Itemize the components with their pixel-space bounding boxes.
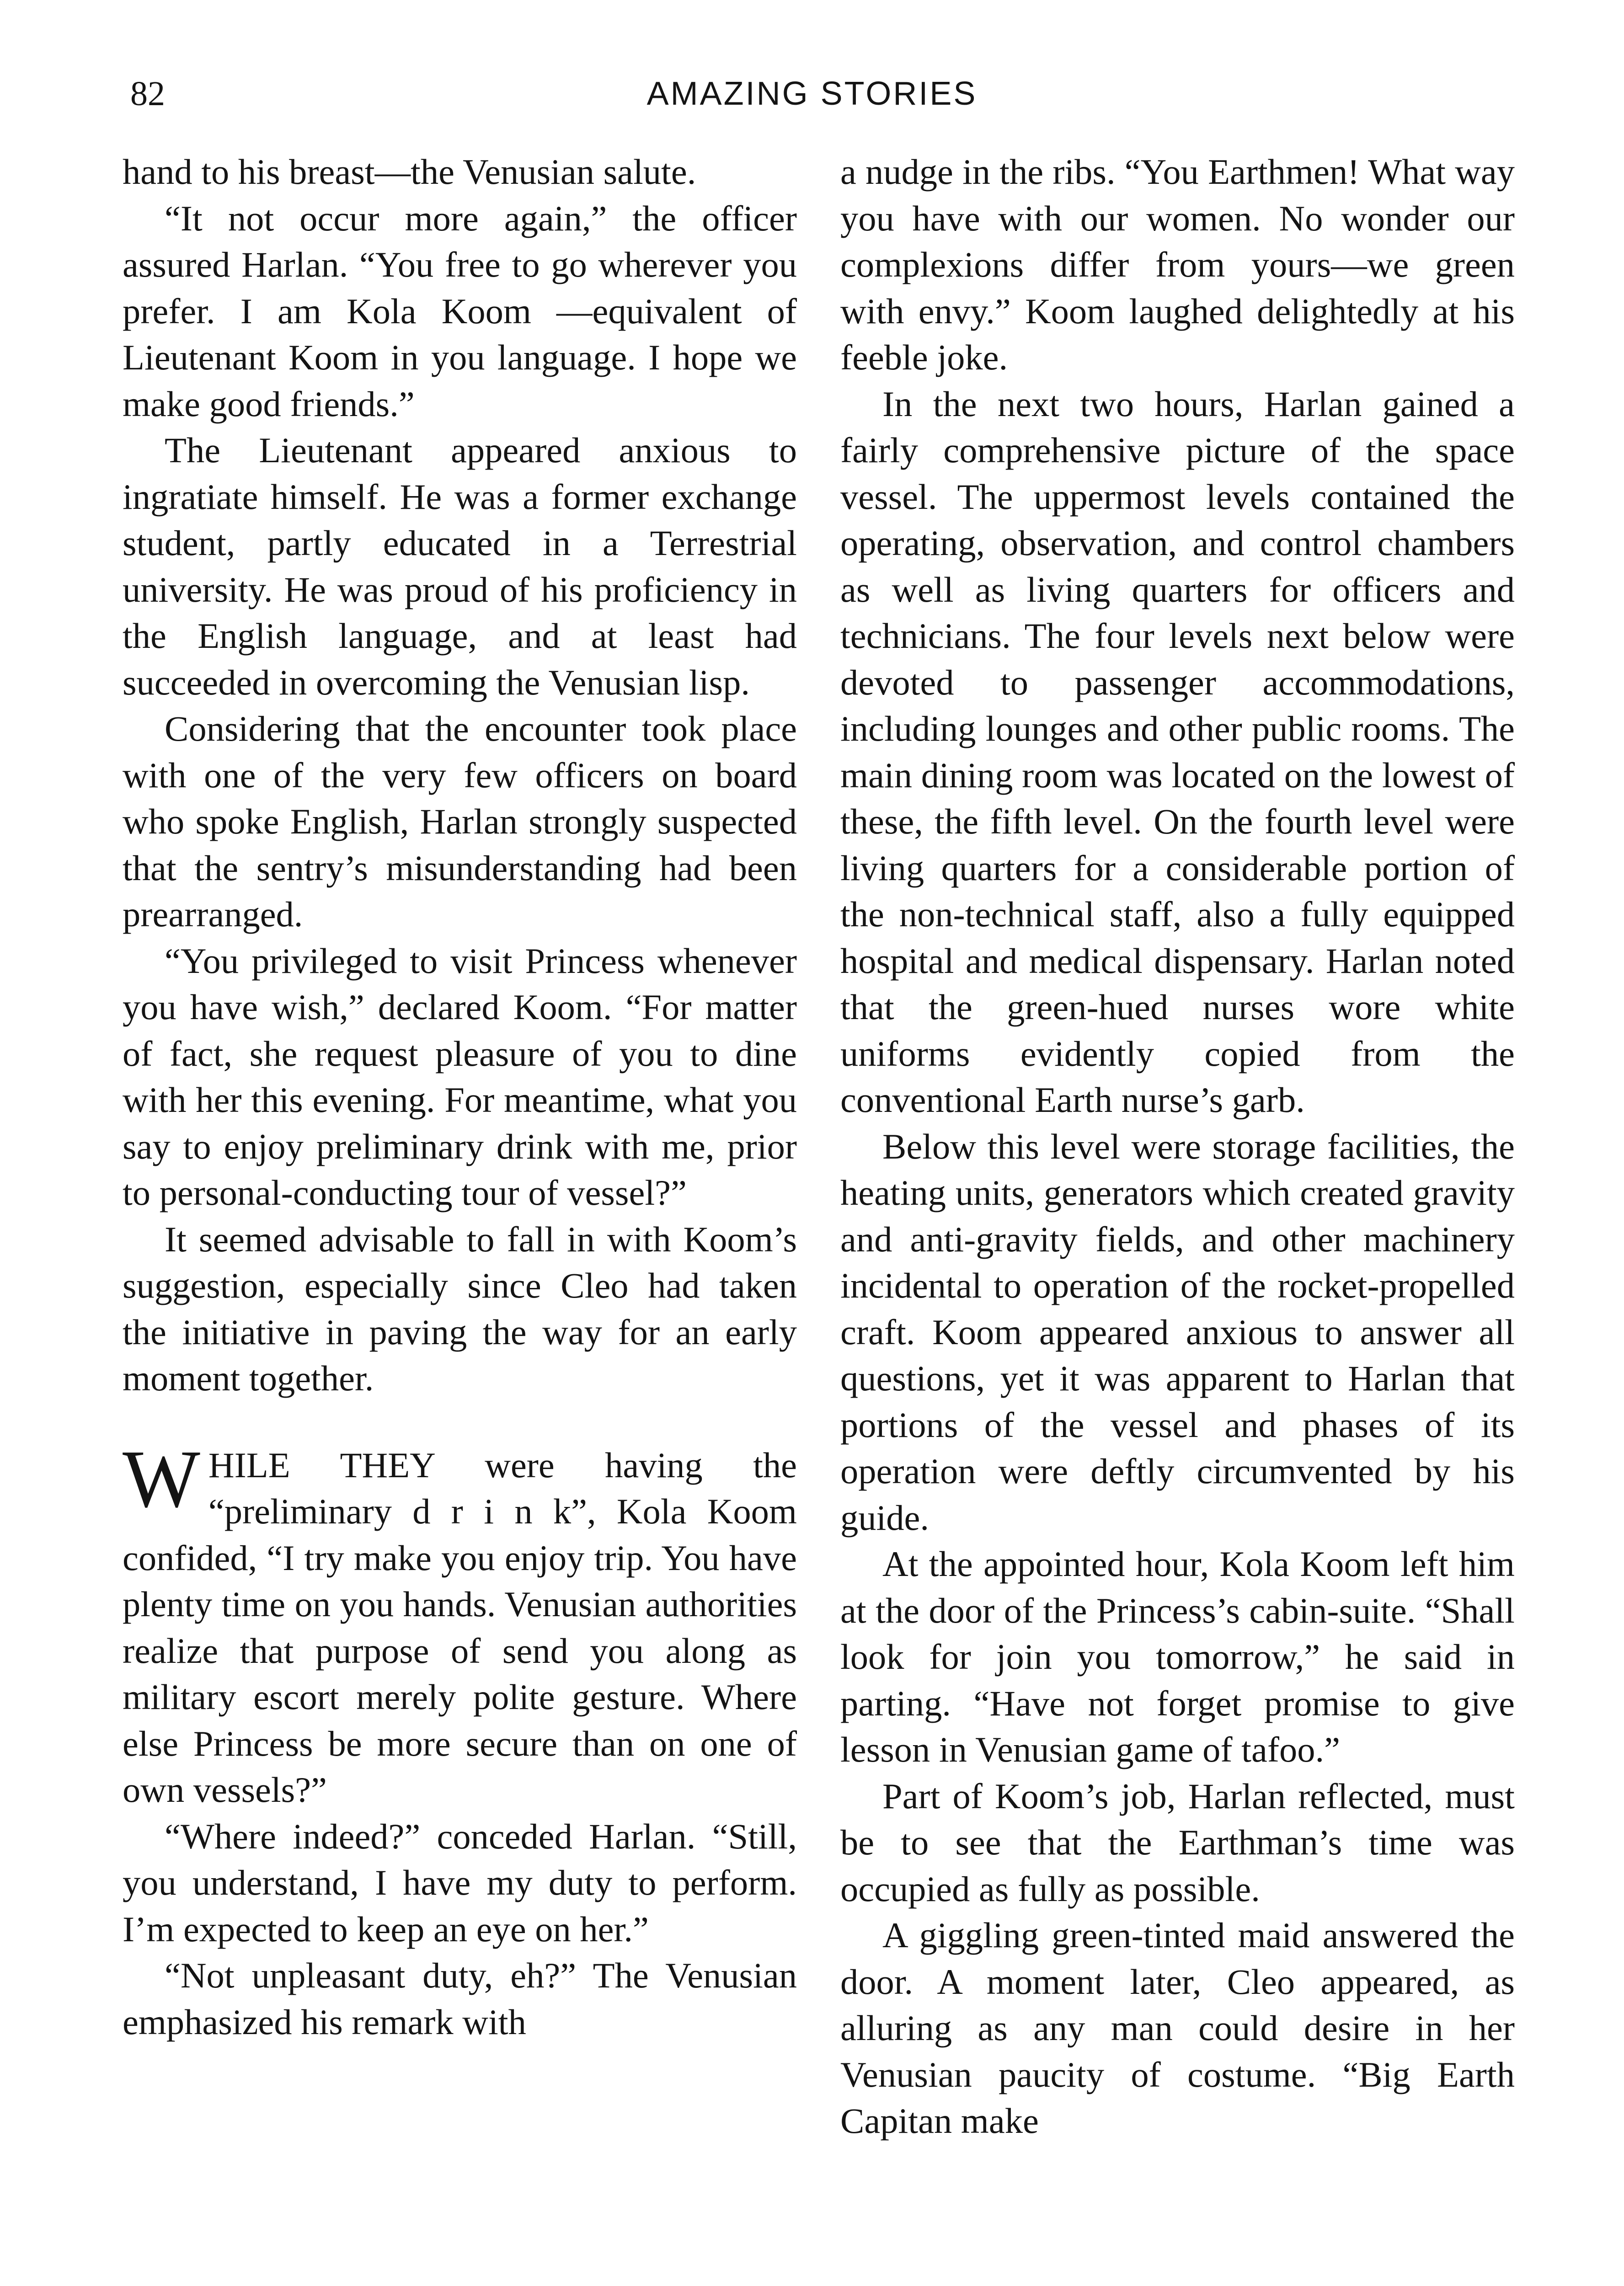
paragraph: “It not occur more again,” the officer assured Harlan. “You free to go wherever you prefer. I am Kola Koom —equivalent of Lieutenant Koom in you language. I hope we make good friends.” (123, 198, 797, 424)
left-column (123, 149, 797, 2045)
paragraph: The Lieutenant appeared anxious to ingratiate himself. He was a former exchange student, partly educated in a Terrestrial university. He was proud of his proficiency in the English language, and at least had succeeded in overcoming the Venusian lisp. (123, 430, 797, 702)
paragraph: Part of Koom’s job, Harlan reflected, must be to see that the Earthman’s time was occupied as fully as possible. (840, 1776, 1515, 1909)
section-paragraph (123, 1433, 797, 1813)
page-number: 82 (130, 75, 165, 113)
paragraph: “Not unpleasant duty, eh?” The Venusian emphasized his remark with (123, 1955, 797, 2042)
right-column (840, 149, 1515, 2144)
paragraph: In the next two hours, Harlan gained a fairly comprehensive picture of the space vessel. The uppermost levels contained the operating, observation, and control chambers as well as living quarters for officers and technicians. The four levels next below were devoted to passenger accommodations, including lounges and other public rooms. The main dining room was located on the lowest of these, the fifth level. On the fourth level were living quarters for a considerable portion of the non-technical staff, also a fully equipped hospital and medical dispensary. Harlan noted that the green-hued nurses wore white uniforms evidently copied from the conventional Earth nurse’s garb. (840, 384, 1515, 1120)
paragraph: Below this level were storage facilities, the heating units, generators which created gravity and anti-gravity fields, and other machinery incidental to operation of the rocket-propelled craft. Koom appeared anxious to answer all questions, yet it was apparent to Harlan that portions of the vessel and phases of its operation were deftly circumvented by his guide. (840, 1126, 1515, 1538)
paragraph: “You privileged to visit Princess whenever you have wish,” declared Koom. “For matter of fact, she request pleasure of you to dine with her this evening. For meantime, what you say to enjoy preliminary drink with me, prior to personal-conducting tour of vessel?” (123, 940, 797, 1212)
magazine-title: AMAZING STORIES (646, 75, 978, 112)
drop-cap: W (123, 1433, 200, 1524)
paragraph: hand to his breast—the Venusian salute. (123, 152, 696, 192)
paragraph: A giggling green-tinted maid answered the door. A moment later, Cleo appeared, as alluring as any man could desire in her Venusian paucity of costume. “Big Earth Capitan make (840, 1915, 1515, 2141)
page-header (0, 64, 1624, 123)
paragraph-text: HILE THEY were having the “preliminary d r i n k”, Kola Koom confided, “I try make you enjoy trip. You have plenty time on you hands. Venusian authorities realize that purpose of send you along as military escort merely polite gesture. Where else Princess be more secure than on one of own vessels?” (123, 1445, 797, 1810)
paragraph: It seemed advisable to fall in with Koom’s suggestion, especially since Cleo had taken the initiative in paving the way for an early moment together. (123, 1219, 797, 1398)
paragraph: a nudge in the ribs. “You Earthmen! What way you have with our women. No wonder our complexions differ from yours—we green with envy.” Koom laughed delightedly at his feeble joke. (840, 152, 1515, 377)
paragraph: “Where indeed?” conceded Harlan. “Still, you understand, I have my duty to perform. I’m expected to keep an eye on her.” (123, 1816, 797, 1949)
paragraph: At the appointed hour, Kola Koom left him at the door of the Princess’s cabin-suite. “Shall look for join you tomorrow,” he said in parting. “Have not forget promise to give lesson in Venusian game of tafoo.” (840, 1544, 1515, 1769)
paragraph: Considering that the encounter took place with one of the very few officers on board who spoke English, Harlan strongly suspected that the sentry’s misunderstanding had been prearranged. (123, 709, 797, 934)
